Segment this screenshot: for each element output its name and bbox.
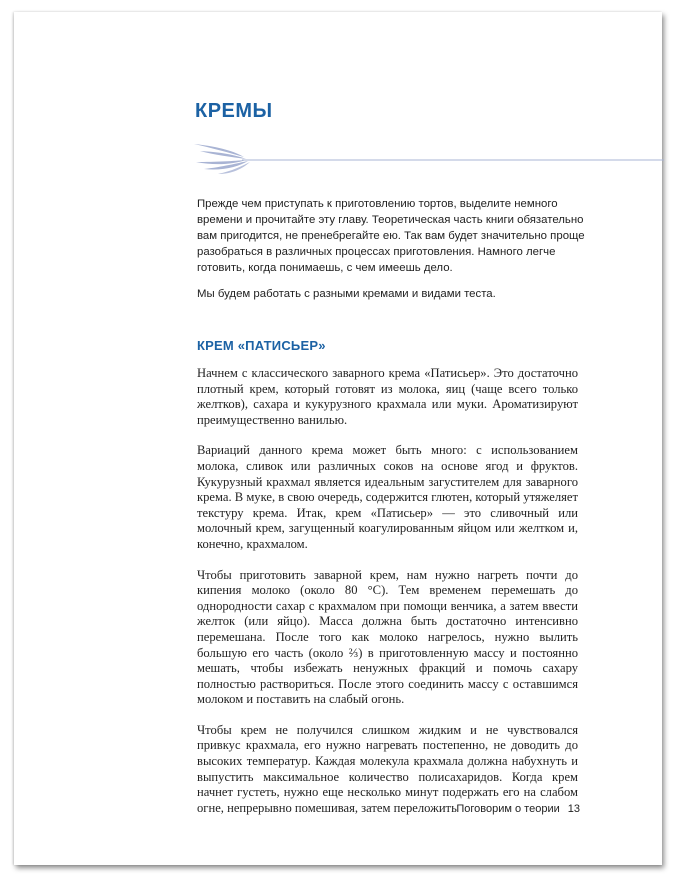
page-number: 13 [567, 803, 580, 815]
intro-paragraph: Мы будем работать с разными кремами и видами теста. [197, 288, 496, 300]
section-title: КРЕМ «ПАТИСЬЕР» [197, 338, 326, 353]
page-title: КРЕМЫ [195, 100, 273, 122]
intro-block [197, 196, 587, 312]
body-paragraph: Чтобы крем не получился слишком жидким и не чувствовался привкус крахмала, его нужно нагревать постепенно, не доводить до высоких температур. Каждая молекула крахмала должна набухнуть и выпустить максимальное количество полисахаридов. Когда крем начнет густеть, нужно еще несколько минут подержать его на слабом огне, непрерывно помешивая, затем переложить [197, 722, 578, 815]
page-footer [456, 803, 580, 815]
footer-chapter: Поговорим о теории [456, 803, 560, 815]
decorative-divider [192, 140, 664, 176]
intro-paragraph: Прежде чем приступать к приготовлению тортов, выделите немного времени и прочитайте эту главу. Теоретическая часть книги обязательно вам пригодится, не пренебрегайте ею. Так вам будет значительно проще разобраться в различных процессах приготовления. Намного легче готовить, когда понимаешь, с чем имеешь дело. [197, 198, 585, 274]
body-paragraph: Вариаций данного крема может быть много: с использованием молока, сливок или различных соков на основе ягод и фруктов. Кукурузный крахмал является идеальным загустителем для заварного крема. В муке, в свою очередь, содержится глютен, который утяжеляет текстуру крема. Итак, крем «Патисьер» — это сливочный или молочный крем, загущенный коагулированным яйцом или желтком и, конечно, крахмалом. [197, 443, 578, 551]
section-body [197, 366, 578, 831]
body-paragraph: Чтобы приготовить заварной крем, нам нужно нагреть почти до кипения молоко (около 80 °С). Тем временем перемешать до однородности сахар с крахмалом при помощи венчика, а затем ввести желток (или яйцо). Масса должна быть достаточно интенсивно перемешана. После того как молоко нагрелось, нужно вылить большую его часть (около ⅔) в приготовленную массу и постоянно мешать, чтобы избежать ненужных фракций и помочь сахару полностью раствориться. После этого соединить массу с оставшимся молоком и поставить на слабый огонь. [197, 567, 578, 707]
body-paragraph: Начнем с классического заварного крема «Патисьер». Это достаточно плотный крем, который готовят из молока, яиц (чаще всего только желтков), сахара и кукурузного крахмала или муки. Ароматизируют преимущественно ванилью. [197, 366, 578, 427]
